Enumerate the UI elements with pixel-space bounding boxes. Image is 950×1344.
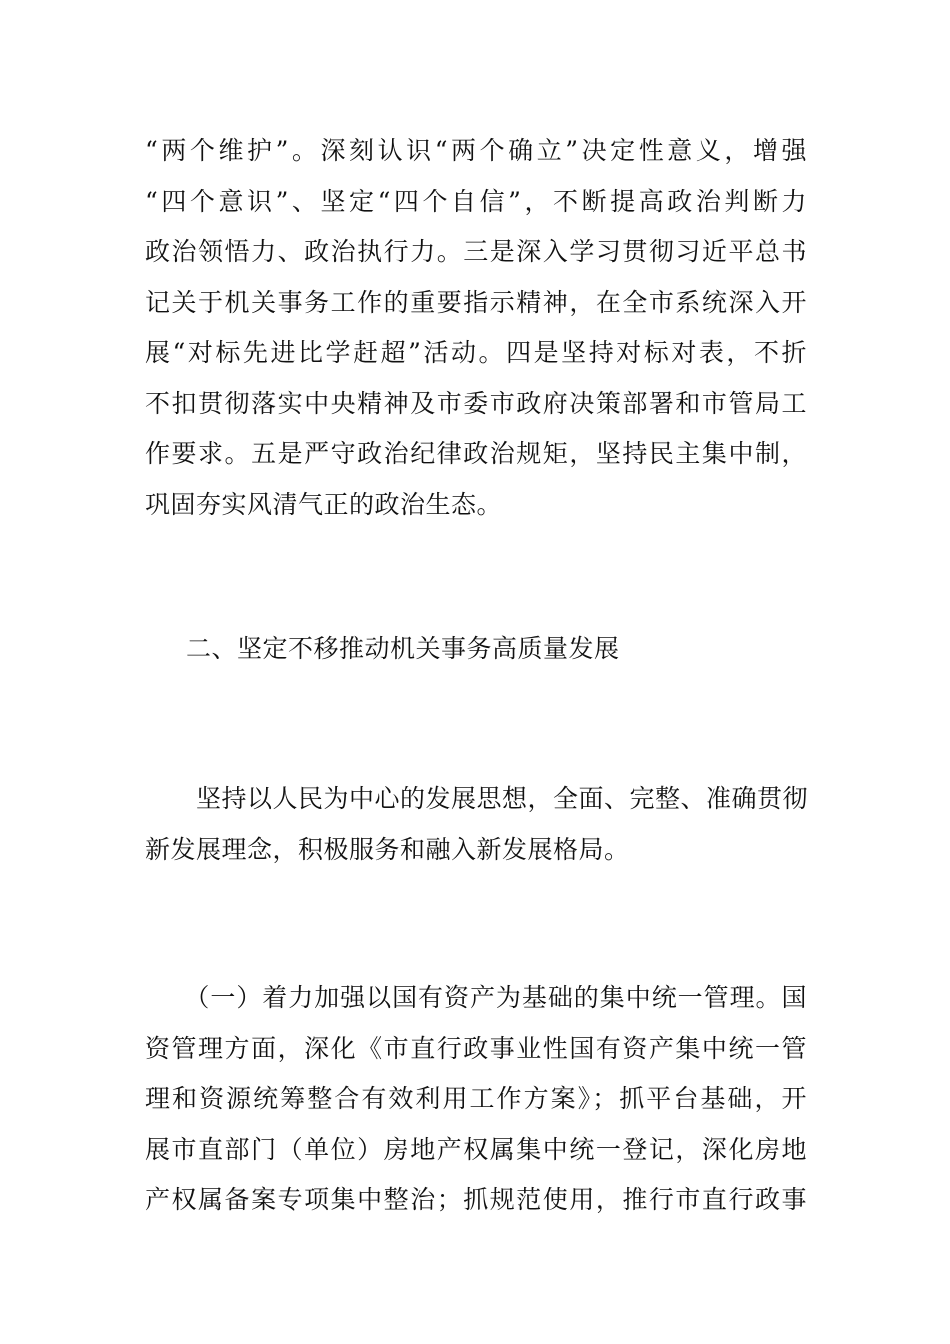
paragraph-development-concept	[145, 774, 807, 875]
text-line: “四个意识”、坚定“四个自信”，不断提高政治判断力	[145, 186, 807, 216]
text-line: 不扣贯彻落实中央精神及市委市政府决策部署和市管局工	[145, 388, 807, 418]
section-heading: 二、坚定不移推动机关事务高质量发展	[186, 634, 620, 663]
paragraph-political-loyalty	[145, 126, 807, 530]
text-line: 理和资源统筹整合有效利用工作方案》；抓平台基础，开	[145, 1084, 807, 1113]
text-line: 新发展理念，积极服务和融入新发展格局。	[145, 834, 630, 864]
paragraph-asset-management	[145, 973, 807, 1226]
text-line: 展市直部门（单位）房地产权属集中统一登记，深化房地	[145, 1134, 807, 1164]
text-line: “两个维护”。深刻认识“两个确立”决定性意义，增强	[145, 136, 807, 165]
text-line: 资管理方面，深化《市直行政事业性国有资产集中统一管	[145, 1033, 807, 1063]
text-line: 作要求。五是严守政治纪律政治规矩，坚持民主集中制，	[145, 439, 807, 468]
text-line: 展“对标先进比学赶超”活动。四是坚持对标对表，不折	[145, 338, 807, 367]
text-line: 巩固夯实风清气正的政治生态。	[145, 489, 503, 519]
text-line: （一）着力加强以国有资产为基础的集中统一管理。国	[145, 983, 807, 1012]
text-line: 产权属备案专项集中整治；抓规范使用，推行市直行政事	[145, 1185, 807, 1214]
text-line: 记关于机关事务工作的重要指示精神，在全市系统深入开	[145, 287, 807, 317]
text-line: 坚持以人民为中心的发展思想，全面、完整、准确贯彻	[145, 784, 809, 813]
text-line: 政治领悟力、政治执行力。三是深入学习贯彻习近平总书	[145, 237, 807, 266]
